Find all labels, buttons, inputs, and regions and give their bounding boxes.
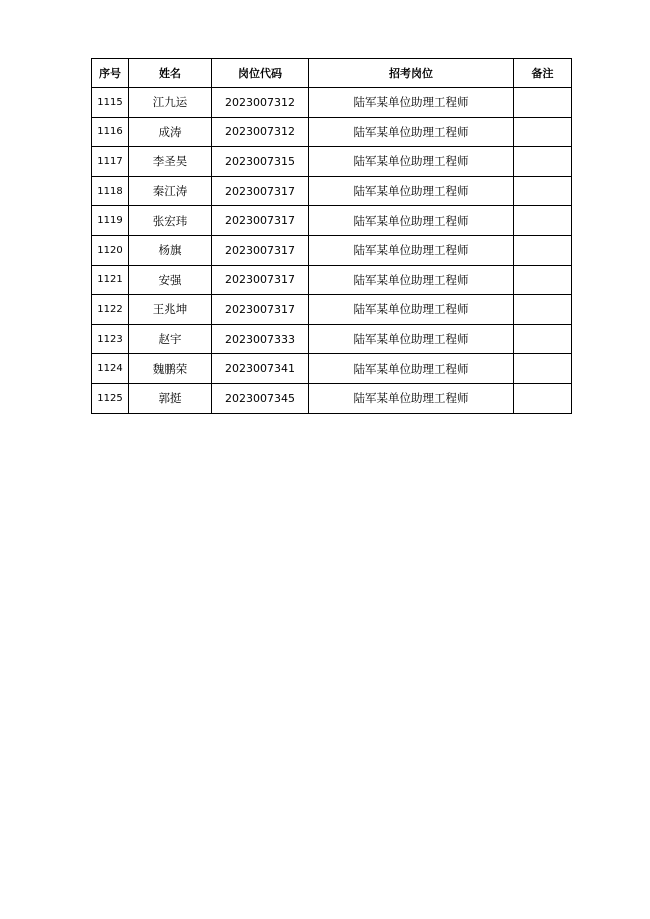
cell-position: 陆军某单位助理工程师	[309, 117, 514, 147]
cell-name: 杨旗	[129, 235, 212, 265]
table-row	[92, 176, 572, 206]
table-header-row	[92, 59, 572, 88]
cell-code: 2023007345	[212, 383, 309, 413]
cell-position: 陆军某单位助理工程师	[309, 176, 514, 206]
cell-note	[514, 176, 572, 206]
cell-name: 安强	[129, 265, 212, 295]
cell-name: 成涛	[129, 117, 212, 147]
cell-seq: 1124	[92, 354, 129, 384]
table-row	[92, 206, 572, 236]
cell-name: 王兆坤	[129, 295, 212, 325]
cell-note	[514, 117, 572, 147]
header-note: 备注	[514, 59, 572, 88]
cell-seq: 1118	[92, 176, 129, 206]
cell-name: 魏鹏荣	[129, 354, 212, 384]
table-row	[92, 295, 572, 325]
cell-note	[514, 354, 572, 384]
cell-note	[514, 88, 572, 118]
cell-seq: 1121	[92, 265, 129, 295]
cell-name: 郭挺	[129, 383, 212, 413]
cell-code: 2023007317	[212, 265, 309, 295]
table-row	[92, 147, 572, 177]
cell-note	[514, 383, 572, 413]
cell-code: 2023007312	[212, 88, 309, 118]
cell-note	[514, 147, 572, 177]
cell-note	[514, 235, 572, 265]
cell-seq: 1116	[92, 117, 129, 147]
cell-seq: 1125	[92, 383, 129, 413]
cell-position: 陆军某单位助理工程师	[309, 383, 514, 413]
cell-code: 2023007341	[212, 354, 309, 384]
table-row	[92, 235, 572, 265]
cell-code: 2023007315	[212, 147, 309, 177]
cell-note	[514, 324, 572, 354]
cell-code: 2023007317	[212, 235, 309, 265]
cell-name: 江九运	[129, 88, 212, 118]
cell-position: 陆军某单位助理工程师	[309, 354, 514, 384]
cell-seq: 1119	[92, 206, 129, 236]
cell-code: 2023007317	[212, 206, 309, 236]
cell-position: 陆军某单位助理工程师	[309, 206, 514, 236]
cell-position: 陆军某单位助理工程师	[309, 265, 514, 295]
table-row	[92, 265, 572, 295]
cell-seq: 1123	[92, 324, 129, 354]
cell-seq: 1117	[92, 147, 129, 177]
cell-note	[514, 265, 572, 295]
cell-name: 赵宇	[129, 324, 212, 354]
table-row	[92, 88, 572, 118]
cell-position: 陆军某单位助理工程师	[309, 235, 514, 265]
cell-name: 张宏玮	[129, 206, 212, 236]
cell-code: 2023007312	[212, 117, 309, 147]
cell-code: 2023007333	[212, 324, 309, 354]
cell-position: 陆军某单位助理工程师	[309, 88, 514, 118]
table-row	[92, 354, 572, 384]
cell-seq: 1120	[92, 235, 129, 265]
table-row	[92, 383, 572, 413]
cell-name: 秦江涛	[129, 176, 212, 206]
cell-code: 2023007317	[212, 176, 309, 206]
cell-position: 陆军某单位助理工程师	[309, 295, 514, 325]
cell-seq: 1122	[92, 295, 129, 325]
roster-table	[91, 58, 572, 414]
header-seq: 序号	[92, 59, 129, 88]
header-position: 招考岗位	[309, 59, 514, 88]
table-row	[92, 117, 572, 147]
cell-name: 李圣昊	[129, 147, 212, 177]
cell-seq: 1115	[92, 88, 129, 118]
header-name: 姓名	[129, 59, 212, 88]
table-row	[92, 324, 572, 354]
cell-code: 2023007317	[212, 295, 309, 325]
cell-note	[514, 295, 572, 325]
header-code: 岗位代码	[212, 59, 309, 88]
cell-position: 陆军某单位助理工程师	[309, 147, 514, 177]
cell-position: 陆军某单位助理工程师	[309, 324, 514, 354]
cell-note	[514, 206, 572, 236]
